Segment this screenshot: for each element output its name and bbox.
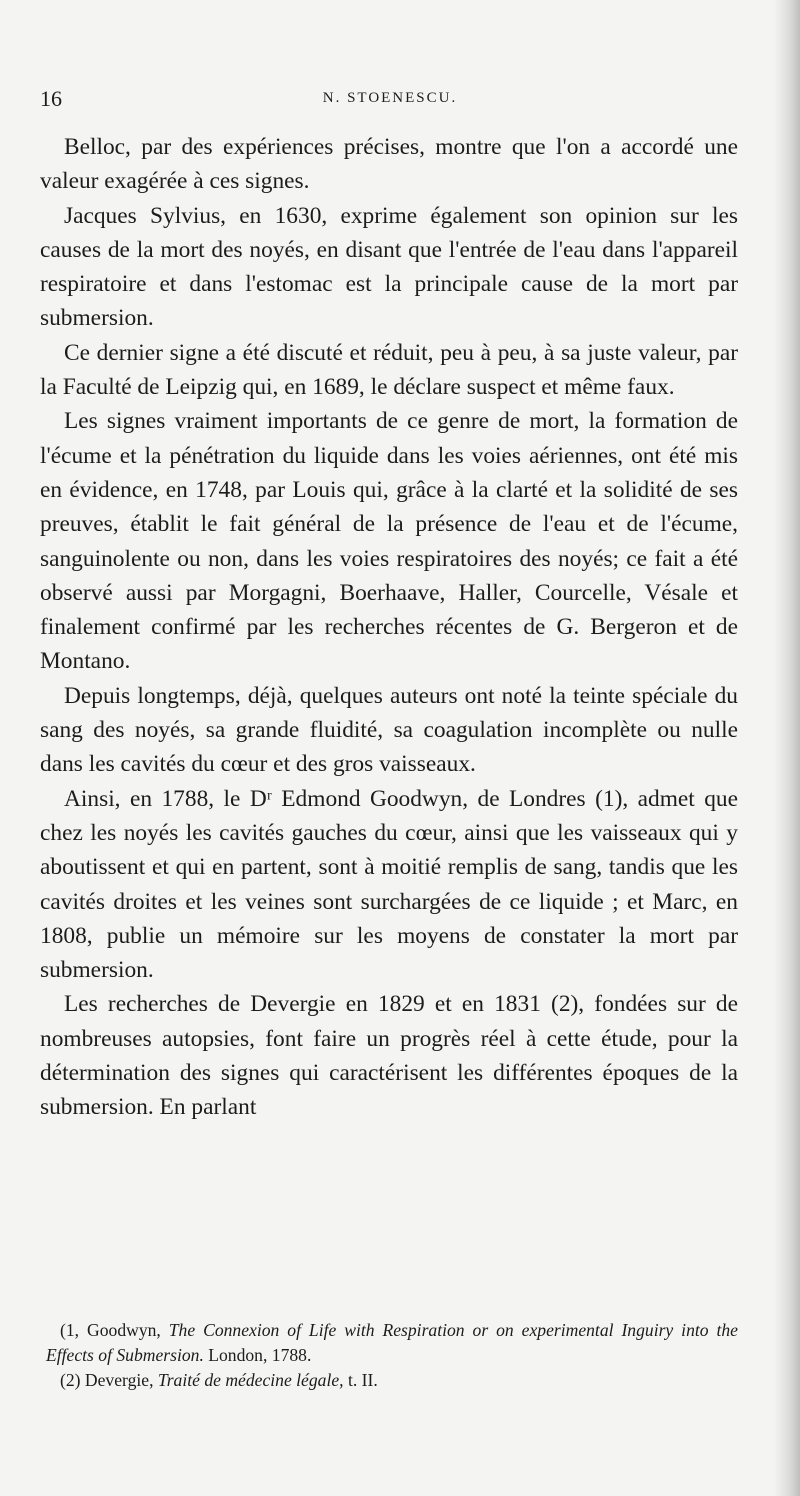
footnote-1-title: The Connexion of Life with Respiration or on experimental Inguiry into the Effects of Submersion. bbox=[46, 1320, 738, 1365]
footnote-2-author: Devergie, bbox=[84, 1370, 154, 1390]
paragraph-goodwyn: Ainsi, en 1788, le Dʳ Edmond Goodwyn, de Londres (1), admet que chez les noyés les cavités gauches du cœur, ainsi que les vaisseaux qui y aboutissent et qui en partent, sont à moitié remplis de sang, tandis que les cavités droites et les veines sont surchargées de ce liquide ; et Marc, en 1808, publie un mémoire sur les moyens de constater la mort par submersion. bbox=[40, 785, 738, 984]
footnote-2 bbox=[46, 1368, 738, 1393]
paragraph-leipzig: Ce dernier signe a été discuté et réduit, peu à peu, à sa juste valeur, par la Faculté de Leipzig qui, en 1689, le déclare suspect et même faux. bbox=[40, 339, 738, 401]
paragraph-devergie: Les recherches de Devergie en 1829 et en 1831 (2), fondées sur de nombreuses autopsies, font faire un progrès réel à cette étude, pour la détermination des signes qui caractérisent les différentes époques de la submersion. En parlant bbox=[40, 991, 738, 1121]
paragraph-sylvius: Jacques Sylvius, en 1630, exprime également son opinion sur les causes de la mort des noyés, en disant que l'entrée de l'eau dans l'appareil respiratoire et dans l'estomac est la principale cause de la mort par submersion. bbox=[40, 202, 738, 332]
paragraph-sang: Depuis longtemps, déjà, quelques auteurs ont noté la teinte spéciale du sang des noyés, sa grande fluidité, sa coagulation incomplète ou nulle dans les cavités du cœur et des gros vaisseaux. bbox=[40, 682, 738, 778]
footnote-1-rest: London, 1788. bbox=[208, 1345, 312, 1365]
page-edge-shadow bbox=[774, 0, 800, 1496]
footnote-2-rest: t. II. bbox=[347, 1370, 378, 1390]
page-number: 16 bbox=[40, 86, 62, 111]
page-header bbox=[40, 86, 740, 118]
running-title: N. STOENESCU. bbox=[322, 90, 458, 106]
footnote-1 bbox=[46, 1318, 738, 1368]
footnote-2-title: Traité de médecine légale, bbox=[157, 1370, 344, 1390]
paragraph-belloc: Belloc, par des expériences précises, montre que l'on a accordé une valeur exagérée à ces signes. bbox=[40, 134, 738, 195]
footnote-1-marker: (1, bbox=[60, 1320, 80, 1340]
paragraph-louis: Les signes vraiment importants de ce genre de mort, la formation de l'écume et la pénétration du liquide dans les voies aériennes, ont été mis en évidence, en 1748, par Louis qui, grâce à la clarté et la solidité de ses preuves, établit le fait général de la présence de l'eau et de l'écume, sanguinolente ou non, dans les voies respiratoires des noyés; ce fait a été observé aussi par Morgagni, Boerhaave, Haller, Courcelle, Vésale et finalement confirmé par les recherches récentes de G. Bergeron et de Montano. bbox=[40, 408, 738, 675]
body-text bbox=[40, 130, 738, 1125]
footnote-1-author: Goodwyn, bbox=[87, 1320, 161, 1340]
footnote-2-marker: (2) bbox=[60, 1370, 81, 1390]
footnotes bbox=[46, 1318, 738, 1393]
